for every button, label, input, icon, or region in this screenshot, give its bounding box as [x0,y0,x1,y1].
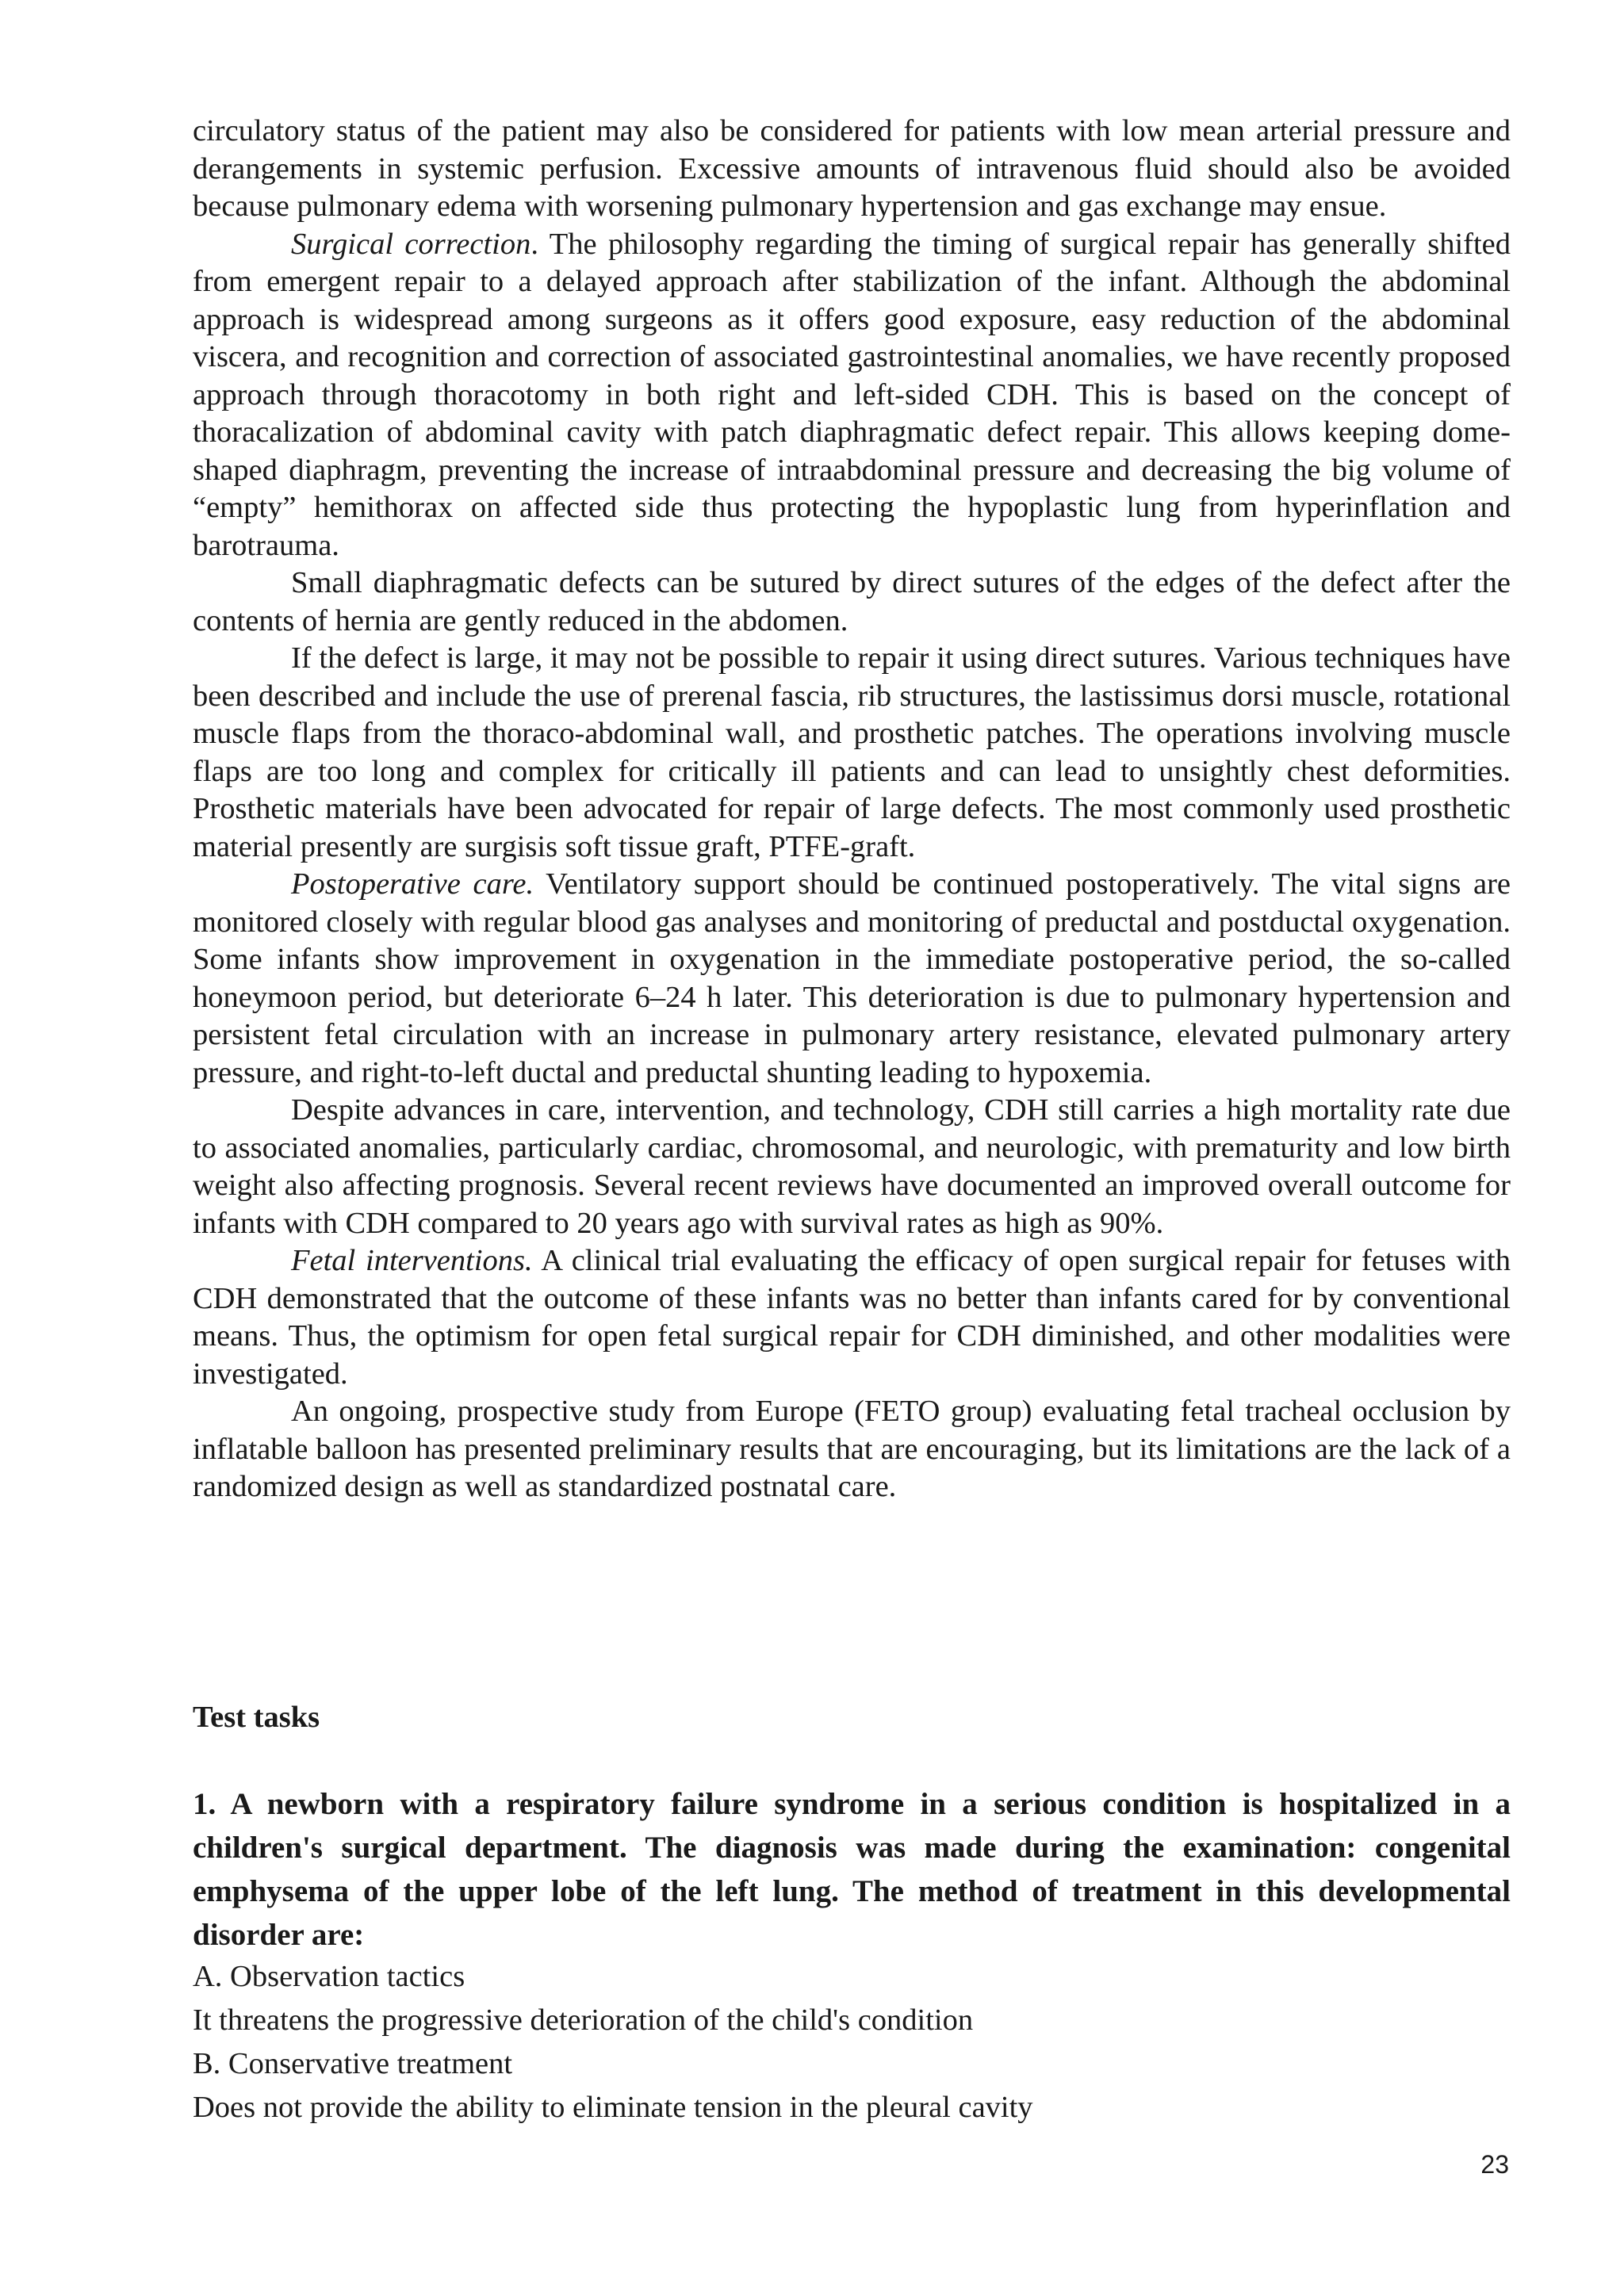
paragraph-mortality: Despite advances in care, intervention, and technology, CDH still carries a high mortality rate due to associated anomalies, particularly cardiac, chromosomal, and neurologic, with prematurity and low birth weight also affecting prognosis. Several recent reviews have documented an improved overall outcome for infants with CDH compared to 20 years ago with survival rates as high as 90%. [193,1093,1511,1240]
paragraph-circulatory: circulatory status of the patient may also be considered for patients with low mean arterial pressure and derangements in systemic perfusion. Excessive amounts of intravenous fluid should also be avoided because pulmonary edema with worsening pulmonary hypertension and gas exchange may ensue. [193,114,1511,223]
paragraph-surgical-correction: Surgical correction. The philosophy regarding the timing of surgical repair has generally shifted from emergent repair to a delayed approach after stabilization of the infant. Although the abdominal approach is widespread among surgeons as it offers good exposure, easy reduction of the abdominal viscera, and recognition and correction of associated gastrointestinal anomalies, we have recently proposed approach through thoracotomy in both right and left-sided CDH. This is based on the concept of thoracalization of abdominal cavity with patch diaphragmatic defect repair. This allows keeping dome-shaped diaphragm, preventing the increase of intraabdominal pressure and decreasing the big volume of “empty” hemithorax on affected side thus protecting the hypoplastic lung from hyperinflation and barotrauma. [193,227,1511,562]
answer-options [193,1955,1511,2130]
paragraph-large-defects: If the defect is large, it may not be possible to repair it using direct sutures. Various techniques have been described and include the use of prerenal fascia, rib structures, the lastissimus dorsi muscle, rotational muscle flaps from the thoraco-abdominal wall, and prosthetic patches. The operations involving muscle flaps are too long and complex for critically ill patients and can lead to unsightly chest deformities. Prosthetic materials have been advocated for repair of large defects. The most commonly used prosthetic material presently are surgisis soft tissue graft, PTFE-graft. [193,641,1511,863]
option-b-comment: Does not provide the ability to eliminate tension in the pleural cavity [193,2091,1033,2124]
section-heading-test-tasks: Test tasks [193,1701,320,1734]
paragraph-small-defects: Small diaphragmatic defects can be sutured by direct sutures of the edges of the defect after the contents of hernia are gently reduced in the abdomen. [193,566,1511,637]
paragraph-postoperative-care: Postoperative care. Ventilatory support should be continued postoperatively. The vital signs are monitored closely with regular blood gas analyses and monitoring of preductal and postductal oxygenation. Some infants show improvement in oxygenation in the immediate postoperative period, the so-called honeymoon period, but deteriorate 6–24 h later. This deterioration is due to pulmonary hypertension and persistent fetal circulation with an increase in pulmonary artery resistance, elevated pulmonary artery pressure, and right-to-left ductal and preductal shunting leading to hypoxemia. [193,867,1511,1089]
italic-lead-surgical-correction: Surgical correction [291,227,531,261]
italic-lead-postoperative-care: Postoperative care. [291,867,534,901]
option-b-label: B. Conservative treatment [193,2047,513,2080]
option-a-comment: It threatens the progressive deterioration of the child's condition [193,2003,974,2037]
test-question-1: 1. A newborn with a respiratory failure syndrome in a serious condition is hospitalized in a children's surgical department. The diagnosis was made during the examination: congenital emphysema of the upper lobe of the left lung. The method of treatment in this developmental disorder are: [193,1787,1511,1952]
paragraph-fetal-interventions: Fetal interventions. A clinical trial evaluating the efficacy of open surgical repair for fetuses with CDH demonstrated that the outcome of these infants was no better than infants cared for by conventional means. Thus, the optimism for open fetal surgical repair for CDH diminished, and other modalities were investigated. [193,1244,1511,1391]
body-text [193,113,1511,1506]
paragraph-feto-study: An ongoing, prospective study from Europe (FETO group) evaluating fetal tracheal occlusion by inflatable balloon has presented preliminary results that are encouraging, but its limitations are the lack of a randomized design as well as standardized postnatal care. [193,1395,1511,1503]
option-a-label: A. Observation tactics [193,1960,465,1993]
page-number: 23 [1480,2150,1509,2179]
italic-lead-fetal-interventions: Fetal interventions. [291,1244,533,1277]
